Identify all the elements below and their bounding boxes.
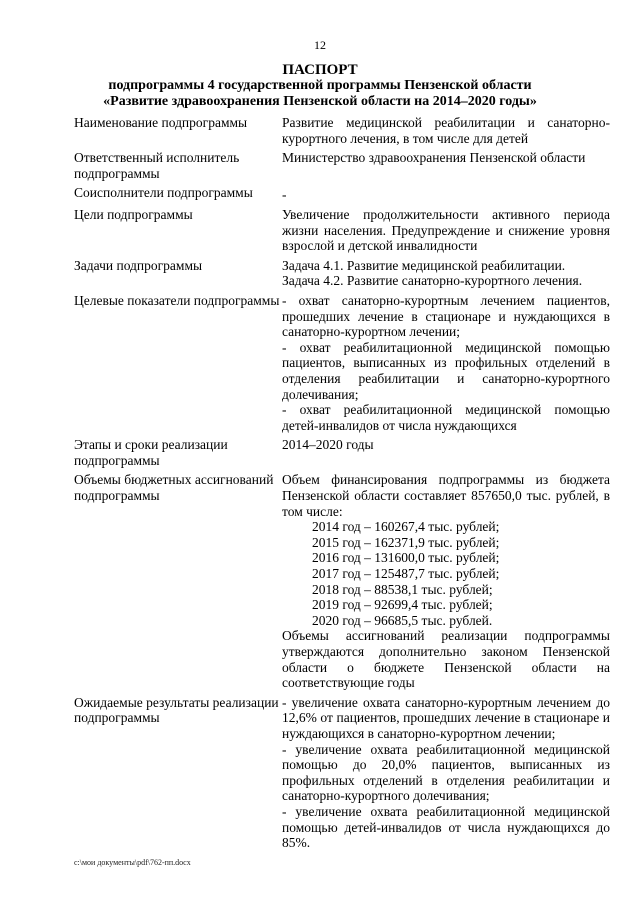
row-value: Увеличение продолжительности активного периода жизни населения. Предупреждение и снижение уровня взрослой и детской инвалидности — [282, 206, 610, 254]
row-label: Целевые показатели подпрограммы — [74, 292, 280, 308]
row-tasks — [74, 258, 610, 293]
funding-year: 2016 год – 131600,0 тыс. рублей; — [312, 550, 500, 566]
passport-table — [74, 115, 610, 851]
row-coexecutors — [74, 185, 610, 207]
row-executor — [74, 150, 610, 185]
file-path-footer: c:\мои документы\pdf\762-пп.docx — [74, 858, 191, 867]
result-item: - увеличение охвата реабилитационной медицинской помощью до 20,0% пациентов, выписанных из профильных отделений в отделения реабилитации и санаторно-курортного долечивания; — [282, 741, 610, 804]
indicator-item: - охват реабилитационной медицинской помощью пациентов, выписанных из профильных отделений в отделения реабилитации и санаторно-курортного долечивания; — [282, 339, 610, 402]
funding-outro: Объемы ассигнований реализации подпрограммы утверждаются дополнительно законом Пензенской области о бюджете Пензенской области на соответствующие годы — [282, 628, 610, 691]
row-name — [74, 115, 610, 150]
row-label: Задачи подпрограммы — [74, 257, 203, 273]
funding-year: 2014 год – 160267,4 тыс. рублей; — [312, 519, 500, 535]
title-program-name: «Развитие здравоохранения Пензенской области на 2014–2020 годы» — [103, 94, 537, 109]
task-item: Задача 4.2. Развитие санаторно-курортного лечения. — [282, 273, 583, 289]
row-label: Соисполнители подпрограммы — [74, 185, 253, 201]
result-item: - увеличение охвата санаторно-курортным лечением до 12,6% от пациентов, прошедших лечение в стационаре и нуждающихся в санаторно-курортном лечении; — [282, 694, 610, 741]
row-value — [282, 472, 610, 694]
funding-year: 2019 год – 92699,4 тыс. рублей; — [312, 597, 493, 613]
row-label: Ожидаемые результаты реализации подпрограммы — [74, 694, 279, 726]
funding-intro: Объем финансирования подпрограммы из бюджета Пензенской области составляет 857650,0 тыс. рублей, в том числе: — [282, 472, 610, 519]
row-value: Министерство здравоохранения Пензенской области — [282, 150, 586, 166]
row-value: 2014–2020 годы — [282, 437, 374, 453]
indicator-item: - охват реабилитационной медицинской помощью детей-инвалидов от числа нуждающихся — [282, 402, 610, 433]
result-item: - увеличение охвата реабилитационной медицинской помощью детей-инвалидов от числа нуждающихся до 85%. — [282, 803, 610, 851]
page-number: 12 — [314, 38, 326, 52]
row-label: Этапы и сроки реализации подпрограммы — [74, 437, 228, 468]
row-label: Ответственный исполнитель подпрограммы — [74, 150, 240, 181]
row-funding — [74, 472, 610, 694]
row-results — [74, 695, 610, 851]
row-label: Цели подпрограммы — [74, 206, 193, 222]
funding-year: 2015 год – 162371,9 тыс. рублей; — [312, 534, 500, 550]
row-stages — [74, 437, 610, 472]
row-indicators — [74, 293, 610, 437]
funding-year: 2017 год – 125487,7 тыс. рублей; — [312, 566, 500, 582]
funding-year: 2018 год – 88538,1 тыс. рублей; — [312, 581, 493, 597]
document-title — [0, 62, 640, 110]
title-passport: ПАСПОРТ — [282, 62, 358, 78]
row-value: Развитие медицинской реабилитации и санаторно-курортного лечения, в том числе для детей — [282, 115, 610, 146]
row-value — [282, 258, 610, 293]
row-label: Наименование подпрограммы — [74, 115, 248, 130]
task-item: Задача 4.1. Развитие медицинской реабилитации. — [282, 257, 566, 273]
row-goals — [74, 207, 610, 258]
row-label: Объемы бюджетных ассигнований подпрограммы — [74, 472, 274, 504]
row-value: - — [282, 187, 287, 203]
title-subprogram: подпрограммы 4 государственной программы Пензенской области — [108, 78, 532, 93]
row-value — [282, 293, 610, 437]
funding-year: 2020 год – 96685,5 тыс. рублей. — [312, 612, 493, 628]
row-value — [282, 695, 610, 851]
indicator-item: - охват санаторно-курортным лечением пациентов, прошедших лечение в стационаре и нуждающихся в санаторно-курортном лечении; — [282, 292, 610, 340]
